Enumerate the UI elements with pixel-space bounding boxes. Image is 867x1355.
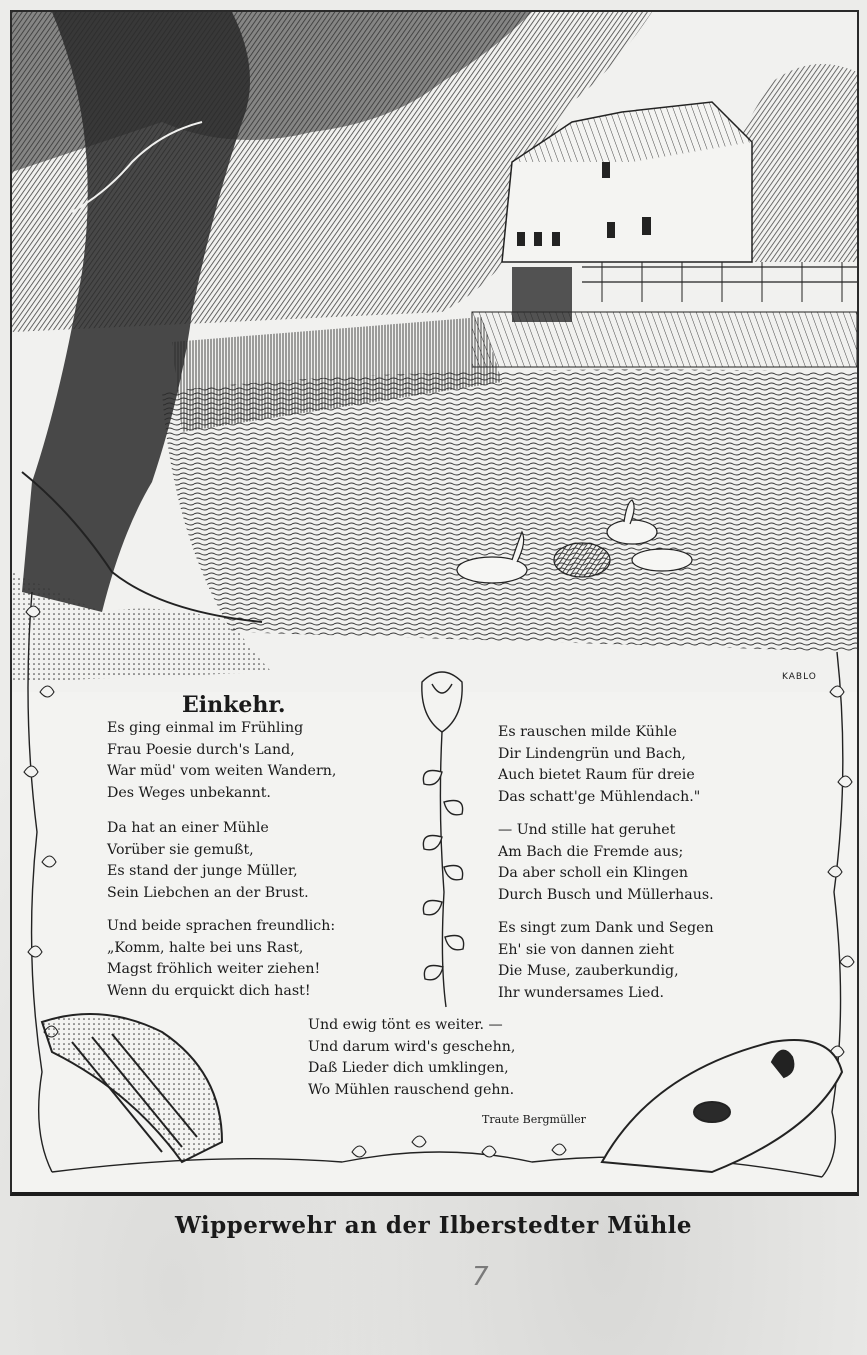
verse-line: Es singt zum Dank und Segen [498, 920, 714, 936]
verse-line: Ihr wundersames Lied. [498, 984, 665, 1001]
verse-line: Eh' sie von dannen zieht [498, 941, 674, 958]
tulip-ornament-icon [402, 662, 482, 1022]
verse-line: Es stand der junge Müller, [107, 863, 298, 879]
pencil-page-number: 7 [472, 1262, 489, 1292]
poem-author: Traute Bergmüller [482, 1113, 586, 1126]
stanza-4 [498, 722, 700, 808]
poem-title: Einkehr. [182, 692, 286, 718]
mill-weir-illustration [12, 12, 857, 692]
verse-line: Wo Mühlen rauschend gehn. [308, 1081, 515, 1098]
stanza-5 [498, 820, 714, 906]
verse-line: Auch bietet Raum für dreie [498, 767, 695, 783]
verse-line: — Und stille hat geruhet [498, 822, 676, 838]
verse-line: Am Bach die Fremde aus; [498, 843, 684, 860]
stanza-7 [308, 1015, 515, 1101]
verse-line: Da hat an einer Mühle [107, 820, 269, 836]
verse-line: Und darum wird's geschehn, [308, 1038, 516, 1055]
verse-line: Und ewig tönt es weiter. — [308, 1017, 503, 1033]
verse-line: Des Weges unbekannt. [107, 784, 271, 801]
verse-line: Wenn du erquickt dich hast! [107, 982, 311, 999]
verse-line: Das schatt'ge Mühlendach." [498, 788, 701, 805]
page-frame [10, 10, 859, 1196]
verse-line: Da aber scholl ein Klingen [498, 865, 689, 881]
verse-line: Es rauschen milde Kühle [498, 724, 677, 740]
stanza-6 [498, 918, 714, 1004]
verse-line: Vorüber sie gemußt, [107, 841, 254, 858]
stanza-1 [107, 718, 336, 804]
verse-line: Magst fröhlich weiter ziehen! [107, 961, 321, 977]
stanza-2 [107, 818, 309, 904]
verse-line: War müd' vom weiten Wandern, [107, 763, 337, 779]
stanza-3 [107, 916, 335, 1002]
artist-signature: KABLO [782, 672, 817, 682]
verse-line: Daß Lieder dich umklingen, [308, 1060, 509, 1076]
verse-line: Es ging einmal im Frühling [107, 720, 304, 736]
verse-line: Frau Poesie durch's Land, [107, 741, 295, 758]
verse-line: Durch Busch und Müllerhaus. [498, 886, 714, 903]
image-caption: Wipperwehr an der Ilberstedter Mühle [174, 1212, 693, 1239]
verse-line: „Komm, halte bei uns Rast, [107, 939, 304, 956]
verse-line: Dir Lindengrün und Bach, [498, 745, 686, 762]
verse-line: Sein Liebchen an der Brust. [107, 884, 309, 901]
verse-line: Und beide sprachen freundlich: [107, 918, 336, 934]
verse-line: Die Muse, zauberkundig, [498, 963, 679, 979]
